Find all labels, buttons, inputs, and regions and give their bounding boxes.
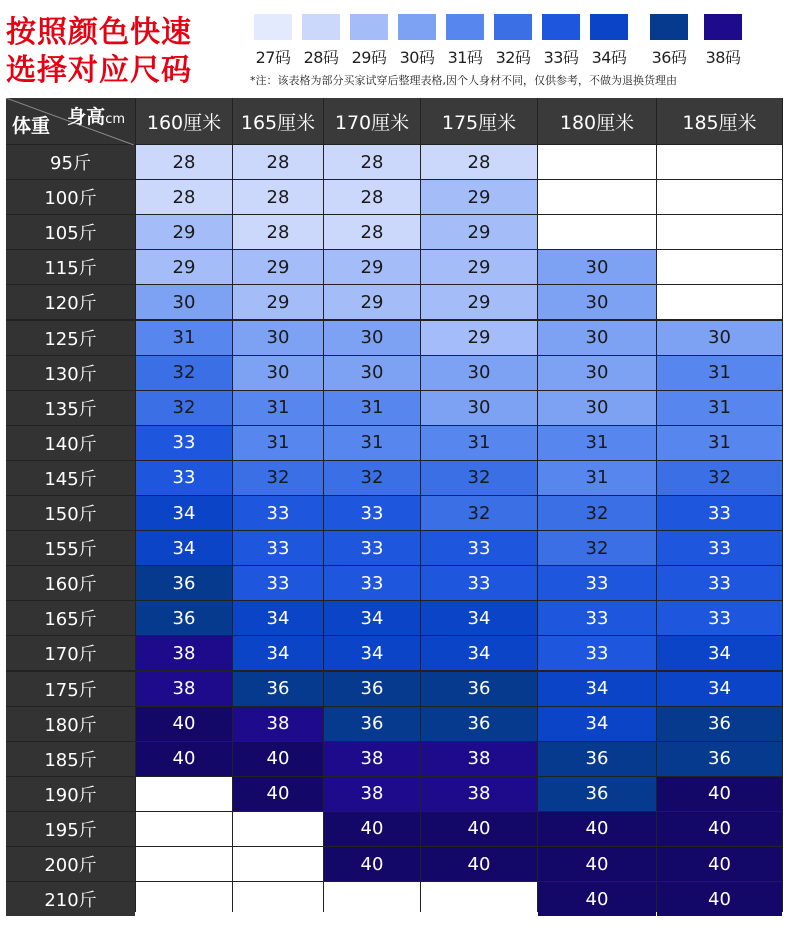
size-cell: 34 xyxy=(324,601,420,635)
size-cell: 40 xyxy=(421,847,537,881)
size-cell: 29 xyxy=(421,250,537,284)
empty-cell xyxy=(657,285,782,319)
row-header: 140斤 xyxy=(6,426,135,460)
size-cell: 33 xyxy=(657,496,782,530)
column-header: 160厘米 xyxy=(136,98,232,144)
row-header: 175斤 xyxy=(6,672,135,706)
size-cell: 34 xyxy=(233,636,323,670)
color-legend xyxy=(252,14,790,76)
legend-swatch xyxy=(254,14,292,40)
size-cell: 34 xyxy=(657,672,782,706)
column-header: 185厘米 xyxy=(657,98,782,144)
size-cell: 28 xyxy=(421,145,537,179)
title-line-1: 按照颜色快速 xyxy=(6,15,192,50)
size-cell: 32 xyxy=(421,461,537,495)
size-cell: 33 xyxy=(324,566,420,600)
size-cell: 31 xyxy=(657,391,782,425)
size-cell: 38 xyxy=(324,742,420,776)
size-chart-table xyxy=(6,98,783,912)
size-cell: 32 xyxy=(657,461,782,495)
legend-label: 33码 xyxy=(543,48,579,67)
size-cell: 32 xyxy=(538,496,656,530)
legend-swatch xyxy=(494,14,532,40)
size-cell: 38 xyxy=(421,777,537,811)
legend-label: 38码 xyxy=(705,48,741,67)
size-cell: 32 xyxy=(324,461,420,495)
size-cell: 30 xyxy=(538,250,656,284)
page-title xyxy=(6,14,192,90)
size-cell: 28 xyxy=(136,145,232,179)
row-header: 155斤 xyxy=(6,531,135,565)
row-header: 165斤 xyxy=(6,601,135,635)
size-cell: 34 xyxy=(136,496,232,530)
size-cell: 31 xyxy=(233,391,323,425)
size-cell: 40 xyxy=(657,812,782,846)
size-cell: 34 xyxy=(657,636,782,670)
empty-cell xyxy=(136,847,232,881)
size-cell: 33 xyxy=(538,636,656,670)
size-cell: 31 xyxy=(421,426,537,460)
empty-cell xyxy=(136,812,232,846)
row-header: 170斤 xyxy=(6,636,135,670)
size-cell: 30 xyxy=(421,391,537,425)
column-header: 170厘米 xyxy=(324,98,420,144)
size-cell: 29 xyxy=(421,321,537,355)
size-cell: 36 xyxy=(421,707,537,741)
size-cell: 36 xyxy=(657,707,782,741)
size-cell: 34 xyxy=(421,601,537,635)
row-header: 210斤 xyxy=(6,882,135,916)
size-cell: 38 xyxy=(233,707,323,741)
size-cell: 38 xyxy=(136,636,232,670)
size-cell: 29 xyxy=(324,285,420,319)
size-cell: 36 xyxy=(421,672,537,706)
row-header: 145斤 xyxy=(6,461,135,495)
size-cell: 40 xyxy=(324,812,420,846)
column-header: 180厘米 xyxy=(538,98,656,144)
empty-cell xyxy=(657,250,782,284)
row-header: 115斤 xyxy=(6,250,135,284)
size-cell: 30 xyxy=(233,321,323,355)
size-cell: 29 xyxy=(136,250,232,284)
empty-cell xyxy=(233,812,323,846)
size-cell: 33 xyxy=(233,531,323,565)
legend-swatch xyxy=(650,14,688,40)
size-cell: 36 xyxy=(657,742,782,776)
legend-item xyxy=(540,14,582,68)
legend-item xyxy=(300,14,342,68)
size-cell: 36 xyxy=(538,742,656,776)
size-cell: 32 xyxy=(538,531,656,565)
size-cell: 30 xyxy=(538,356,656,390)
size-cell: 40 xyxy=(136,707,232,741)
legend-label: 30码 xyxy=(399,48,435,67)
row-header: 95斤 xyxy=(6,145,135,179)
legend-label: 27码 xyxy=(255,48,291,67)
legend-swatch xyxy=(590,14,628,40)
legend-item xyxy=(348,14,390,68)
empty-cell xyxy=(538,215,656,249)
empty-cell xyxy=(657,180,782,214)
size-cell: 30 xyxy=(538,285,656,319)
size-cell: 36 xyxy=(324,672,420,706)
legend-item xyxy=(648,14,690,68)
size-cell: 28 xyxy=(233,180,323,214)
row-header: 185斤 xyxy=(6,742,135,776)
size-cell: 33 xyxy=(538,566,656,600)
size-cell: 31 xyxy=(657,356,782,390)
size-cell: 40 xyxy=(657,777,782,811)
row-header: 135斤 xyxy=(6,391,135,425)
legend-label: 36码 xyxy=(651,48,687,67)
size-cell: 38 xyxy=(324,777,420,811)
legend-swatch xyxy=(542,14,580,40)
size-cell: 30 xyxy=(538,321,656,355)
size-cell: 40 xyxy=(538,847,656,881)
empty-cell xyxy=(136,882,232,916)
size-cell: 36 xyxy=(538,777,656,811)
column-header: 165厘米 xyxy=(233,98,323,144)
size-cell: 32 xyxy=(136,356,232,390)
size-cell: 36 xyxy=(136,566,232,600)
height-axis-label: 身高cm xyxy=(67,106,125,128)
size-cell: 29 xyxy=(421,215,537,249)
size-cell: 40 xyxy=(538,812,656,846)
size-cell: 31 xyxy=(657,426,782,460)
size-cell: 30 xyxy=(421,356,537,390)
size-cell: 30 xyxy=(324,356,420,390)
size-cell: 34 xyxy=(233,601,323,635)
size-cell: 29 xyxy=(136,215,232,249)
size-cell: 30 xyxy=(233,356,323,390)
size-cell: 34 xyxy=(324,636,420,670)
column-header: 175厘米 xyxy=(421,98,537,144)
size-cell: 40 xyxy=(538,882,656,916)
size-cell: 33 xyxy=(657,566,782,600)
size-cell: 33 xyxy=(136,426,232,460)
empty-cell xyxy=(136,777,232,811)
legend-item xyxy=(396,14,438,68)
size-cell: 34 xyxy=(136,531,232,565)
size-cell: 31 xyxy=(233,426,323,460)
size-cell: 30 xyxy=(136,285,232,319)
empty-cell xyxy=(657,145,782,179)
row-header: 190斤 xyxy=(6,777,135,811)
size-cell: 32 xyxy=(136,391,232,425)
row-header: 195斤 xyxy=(6,812,135,846)
row-header: 130斤 xyxy=(6,356,135,390)
size-cell: 36 xyxy=(136,601,232,635)
size-cell: 31 xyxy=(324,426,420,460)
empty-cell xyxy=(421,882,537,916)
legend-label: 28码 xyxy=(303,48,339,67)
size-cell: 28 xyxy=(136,180,232,214)
legend-item xyxy=(252,14,294,68)
row-header: 180斤 xyxy=(6,707,135,741)
size-cell: 40 xyxy=(233,742,323,776)
disclaimer-note: *注：该表格为部分买家试穿后整理表格,因个人身材不同，仅供参考，不做为退换货理由 xyxy=(250,74,677,87)
size-cell: 30 xyxy=(538,391,656,425)
size-cell: 38 xyxy=(136,672,232,706)
size-cell: 29 xyxy=(421,180,537,214)
row-header: 150斤 xyxy=(6,496,135,530)
row-header: 160斤 xyxy=(6,566,135,600)
table-corner-header xyxy=(6,98,135,144)
size-cell: 29 xyxy=(421,285,537,319)
size-cell: 33 xyxy=(421,531,537,565)
size-cell: 36 xyxy=(324,707,420,741)
size-cell: 30 xyxy=(324,321,420,355)
size-cell: 28 xyxy=(324,215,420,249)
size-cell: 31 xyxy=(538,461,656,495)
legend-swatch xyxy=(302,14,340,40)
size-cell: 33 xyxy=(324,496,420,530)
size-cell: 29 xyxy=(233,250,323,284)
empty-cell xyxy=(233,847,323,881)
size-cell: 40 xyxy=(421,812,537,846)
size-cell: 34 xyxy=(538,672,656,706)
size-cell: 28 xyxy=(233,215,323,249)
legend-swatch xyxy=(704,14,742,40)
legend-label: 31码 xyxy=(447,48,483,67)
empty-cell xyxy=(233,882,323,916)
size-cell: 33 xyxy=(657,601,782,635)
size-cell: 40 xyxy=(233,777,323,811)
size-cell: 30 xyxy=(657,321,782,355)
size-cell: 32 xyxy=(421,496,537,530)
title-line-2: 选择对应尺码 xyxy=(6,53,192,88)
legend-item xyxy=(444,14,486,68)
legend-label: 34码 xyxy=(591,48,627,67)
legend-label: 29码 xyxy=(351,48,387,67)
legend-label: 32码 xyxy=(495,48,531,67)
row-header: 100斤 xyxy=(6,180,135,214)
size-cell: 33 xyxy=(233,496,323,530)
size-cell: 34 xyxy=(421,636,537,670)
size-cell: 40 xyxy=(657,882,782,916)
size-cell: 33 xyxy=(324,531,420,565)
legend-swatch xyxy=(350,14,388,40)
empty-cell xyxy=(538,145,656,179)
size-cell: 29 xyxy=(324,250,420,284)
empty-cell xyxy=(324,882,420,916)
row-header: 200斤 xyxy=(6,847,135,881)
empty-cell xyxy=(657,215,782,249)
size-cell: 33 xyxy=(657,531,782,565)
legend-swatch xyxy=(398,14,436,40)
legend-item xyxy=(492,14,534,68)
empty-cell xyxy=(538,180,656,214)
size-cell: 33 xyxy=(233,566,323,600)
row-header: 120斤 xyxy=(6,285,135,319)
size-cell: 40 xyxy=(324,847,420,881)
size-cell: 33 xyxy=(538,601,656,635)
size-cell: 33 xyxy=(421,566,537,600)
size-cell: 34 xyxy=(538,707,656,741)
size-cell: 38 xyxy=(421,742,537,776)
size-cell: 36 xyxy=(233,672,323,706)
size-cell: 28 xyxy=(233,145,323,179)
legend-item xyxy=(588,14,630,68)
size-cell: 28 xyxy=(324,180,420,214)
weight-axis-label: 体重 xyxy=(12,115,51,137)
size-cell: 33 xyxy=(136,461,232,495)
size-cell: 31 xyxy=(538,426,656,460)
size-cell: 29 xyxy=(233,285,323,319)
row-header: 105斤 xyxy=(6,215,135,249)
legend-item xyxy=(702,14,744,68)
legend-swatch xyxy=(446,14,484,40)
size-cell: 31 xyxy=(136,321,232,355)
size-cell: 40 xyxy=(657,847,782,881)
size-cell: 32 xyxy=(233,461,323,495)
size-cell: 31 xyxy=(324,391,420,425)
size-cell: 40 xyxy=(136,742,232,776)
size-cell: 28 xyxy=(324,145,420,179)
row-header: 125斤 xyxy=(6,321,135,355)
